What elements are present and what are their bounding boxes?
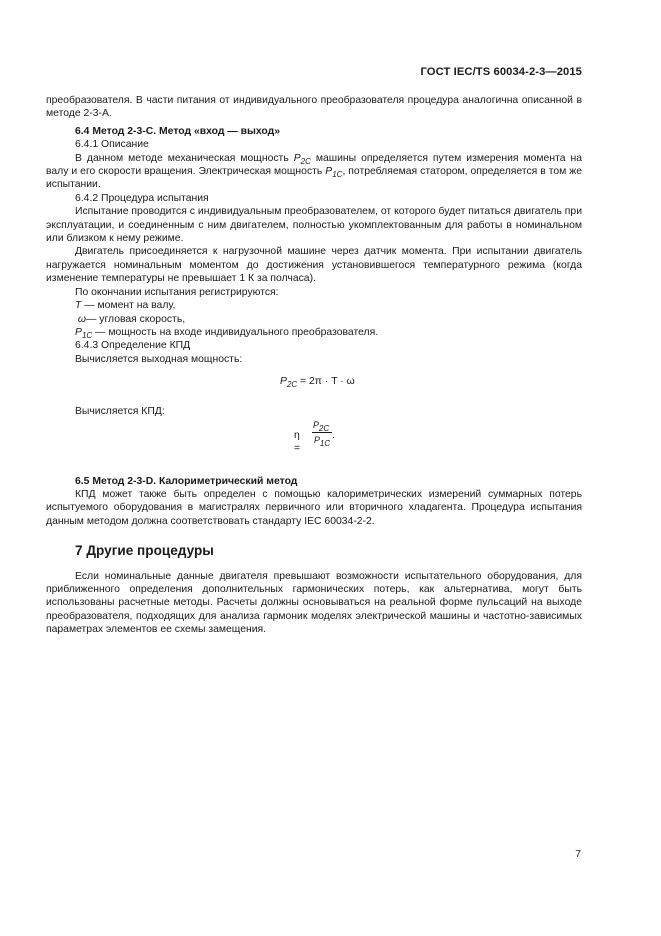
formula-symbol-p: P xyxy=(313,419,319,430)
formula-subscript: 2C xyxy=(286,380,298,390)
list-item-input-power xyxy=(46,326,582,339)
text-fragment: В данном методе механическая мощность xyxy=(75,152,294,164)
symbol-omega: ω xyxy=(77,313,86,325)
formula-eta: η = xyxy=(294,429,301,454)
section-6-4-2-paragraph-3: По окончании испытания регистрируются: xyxy=(75,286,279,298)
section-6-4-3-paragraph-2: Вычисляется КПД: xyxy=(75,406,165,418)
section-6-4-2-title: 6.4.2 Процедура испытания xyxy=(75,192,209,204)
symbol-t: T xyxy=(75,300,82,312)
formula-symbol-p: P xyxy=(280,376,287,388)
fraction-numerator xyxy=(313,419,329,432)
fraction-line xyxy=(312,432,332,433)
section-6-4-3-paragraph-1: Вычисляется выходная мощность: xyxy=(75,353,243,365)
standard-code-header: ГОСТ IEC/TS 60034-2-3—2015 xyxy=(420,66,582,78)
list-text: — мощность на входе индивидуального преобразователя. xyxy=(92,326,379,338)
page-number: 7 xyxy=(575,849,581,860)
list-item-angular-speed xyxy=(46,313,582,326)
symbol-p: P xyxy=(325,166,333,178)
text-fragment: , потребляемая статором, определяется в том же испытании. xyxy=(46,166,583,191)
section-6-5-text: КПД может также быть определен с помощью калориметрических измерений суммарных потерь испытуемого оборудования в магистралях первичного или вторичного хладагента. Процедура испытания данным методом должна соответствовать стандарту IEC 60034-2-2. xyxy=(46,488,582,527)
formula-rhs: = 2π · T · ω xyxy=(297,376,355,388)
formula-period: . xyxy=(332,429,335,441)
formula-output-power xyxy=(46,375,582,405)
section-6-5-title: 6.5 Метод 2-3-D. Калориметрический метод xyxy=(75,475,298,487)
intro-paragraph: преобразователя. В части питания от индивидуального преобразователя процедура аналогична описанной в методе 2-3-А. xyxy=(46,95,582,120)
symbol-p: P xyxy=(293,152,301,164)
section-7-title: 7 Другие процедуры xyxy=(75,543,214,559)
section-6-4-title: 6.4 Метод 2-3-С. Метод «вход — выход» xyxy=(75,125,280,137)
text-fragment: машины определяется путем измерения момента на валу и его скорости вращения. Электрическая мощность xyxy=(46,152,582,178)
formula-subscript: 1C xyxy=(319,438,331,448)
list-text: — угловая скорость, xyxy=(85,313,186,325)
subscript-1c: 1C xyxy=(81,330,93,340)
subscript-2c: 2C xyxy=(300,156,311,166)
section-6-4-1-text xyxy=(46,152,582,192)
symbol-p: P xyxy=(75,326,82,338)
fraction-denominator xyxy=(314,434,330,447)
section-6-4-1-title: 6.4.1 Описание xyxy=(75,139,149,151)
formula-symbol-p: P xyxy=(314,434,320,445)
formula-efficiency xyxy=(46,419,582,454)
section-6-4-2-paragraph-1: Испытание проводится с индивидуальным преобразователем, от которого будет питаться двигатель при эксплуатации, и соединенным с ним двигателем, полностью укомплектованным для работы в номинальном или близком к нему режиме. xyxy=(46,206,582,245)
subscript-1c: 1C xyxy=(332,170,343,180)
document-body xyxy=(46,94,582,637)
formula-subscript: 2C xyxy=(318,423,330,433)
list-text: — момент на валу, xyxy=(81,300,176,312)
section-7-text: Если номинальные данные двигателя превышают возможности испытательного оборудования, для приближенного определения дополнительных гармонических потерь, как альтернатива, могут быть использованы расчетные методы. Расчеты должны основываться на реальной форме пульсаций на выходе преобразователя, подходящих для анализа гармоник моделях электрической машины и частотно-зависимых параметрах элементов ее схемы замещения. xyxy=(46,570,582,636)
section-6-4-3-title: 6.4.3 Определение КПД xyxy=(75,340,191,352)
section-6-4-2-paragraph-2: Двигатель присоединяется к нагрузочной машине через датчик момента. При испытании двигатель нагружается номинальным моментом до достижения установившегося температурного режима (когда изменение температуры не превышает 1 К за полчаса). xyxy=(46,246,582,285)
list-item-torque xyxy=(46,299,582,312)
